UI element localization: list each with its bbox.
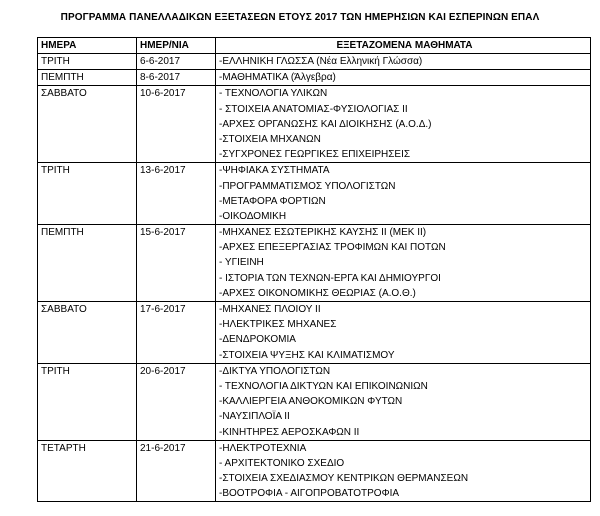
subject-item: -ΑΡΧΕΣ ΟΙΚΟΝΟΜΙΚΗΣ ΘΕΩΡΙΑΣ (Α.Ο.Θ.) <box>219 287 416 299</box>
table-row <box>38 54 591 70</box>
subjects-cell <box>216 302 591 364</box>
table-row <box>38 163 591 225</box>
subject-item: -ΕΛΛΗΝΙΚΗ ΓΛΩΣΣΑ (Νέα Ελληνική Γλώσσα) <box>219 56 423 67</box>
subject-item: - ΥΓΙΕΙΝΗ <box>219 257 264 269</box>
date-cell: 17-6-2017 <box>137 302 216 364</box>
subject-item: -ΨΗΦΙΑΚΑ ΣΥΣΤΗΜΑΤΑ <box>219 165 330 177</box>
subjects-cell <box>216 86 591 163</box>
subject-item: - ΤΕΧΝΟΛΟΓΙΑ ΥΛΙΚΩΝ <box>219 88 328 100</box>
subject-item: -ΜΑΘΗΜΑΤΙΚΑ (Άλγεβρα) <box>219 72 336 84</box>
day-cell: ΤΡΙΤΗ <box>38 363 137 440</box>
subject-item: -ΗΛΕΚΤΡΙΚΕΣ ΜΗΧΑΝΕΣ <box>219 319 337 331</box>
date-cell: 6-6-2017 <box>137 54 216 70</box>
subjects-cell <box>216 225 591 302</box>
document-title: ΠΡΟΓΡΑΜΜΑ ΠΑΝΕΛΛΑΔΙΚΩΝ ΕΞΕΤΑΣΕΩΝ ΕΤΟΥΣ 2017 ΤΩΝ ΗΜΕΡΗΣΙΩΝ ΚΑΙ ΕΣΠΕΡΙΝΩΝ ΕΠΑΛ <box>60 12 540 23</box>
subject-item: -ΑΡΧΕΣ ΟΡΓΑΝΩΣΗΣ ΚΑΙ ΔΙΟΙΚΗΣΗΣ (Α.Ο.Δ.) <box>219 118 432 130</box>
header-day: ΗΜΕΡΑ <box>38 38 137 54</box>
header-date: ΗΜΕΡ/ΝΙΑ <box>137 38 216 54</box>
subject-item: -ΜΕΤΑΦΟΡΑ ΦΟΡΤΙΩΝ <box>219 195 326 207</box>
subject-item: - ΑΡΧΙΤΕΚΤΟΝΙΚΟ ΣΧΕΔΙΟ <box>219 457 345 469</box>
table-row <box>38 440 591 502</box>
day-cell: ΠΕΜΠΤΗ <box>38 225 137 302</box>
subject-item: -ΜΗΧΑΝΕΣ ΕΣΩΤΕΡΙΚΗΣ ΚΑΥΣΗΣ ΙΙ (ΜΕΚ ΙΙ) <box>219 227 427 239</box>
subjects-cell <box>216 163 591 225</box>
subject-item: - ΤΕΧΝΟΛΟΓΙΑ ΔΙΚΤΥΩΝ ΚΑΙ ΕΠΙΚΟΙΝΩΝΙΩΝ <box>219 380 428 392</box>
header-subjects: ΕΞΕΤΑΖΟΜΕΝΑ ΜΑΘΗΜΑΤΑ <box>216 38 591 54</box>
day-cell: ΤΕΤΑΡΤΗ <box>38 440 137 502</box>
subject-item: -ΣΥΓΧΡΟΝΕΣ ΓΕΩΡΓΙΚΕΣ ΕΠΙΧΕΙΡΗΣΕΙΣ <box>219 149 411 161</box>
day-cell: ΤΡΙΤΗ <box>38 54 137 70</box>
subject-item: -ΠΡΟΓΡΑΜΜΑΤΙΣΜΟΣ ΥΠΟΛΟΓΙΣΤΩΝ <box>219 180 396 192</box>
table-body <box>38 54 591 502</box>
subject-item: -ΚΙΝΗΤΗΡΕΣ ΑΕΡΟΣΚΑΦΩΝ ΙΙ <box>219 426 360 438</box>
subject-item: - ΣΤΟΙΧΕΙΑ ΑΝΑΤΟΜΙΑΣ-ΦΥΣΙΟΛΟΓΙΑΣ ΙΙ <box>219 103 408 115</box>
subject-item: -ΜΗΧΑΝΕΣ ΠΛΟΙΟΥ ΙΙ <box>219 304 321 315</box>
subjects-cell <box>216 54 591 70</box>
date-cell: 10-6-2017 <box>137 86 216 163</box>
subject-item: -ΔΕΝΔΡΟΚΟΜΙΑ <box>219 334 296 346</box>
date-cell: 13-6-2017 <box>137 163 216 225</box>
subject-item: - ΙΣΤΟΡΙΑ ΤΩΝ ΤΕΧΝΩΝ-ΕΡΓΑ ΚΑΙ ΔΗΜΙΟΥΡΓΟΙ <box>219 272 441 284</box>
subject-item: -ΟΙΚΟΔΟΜΙΚΗ <box>219 210 287 222</box>
subject-item: -ΚΑΛΛΙΕΡΓΕΙΑ ΑΝΘΟΚΟΜΙΚΩΝ ΦΥΤΩΝ <box>219 396 403 408</box>
table-row <box>38 225 591 302</box>
subjects-cell <box>216 70 591 86</box>
subject-item: -ΣΤΟΙΧΕΙΑ ΣΧΕΔΙΑΣΜΟΥ ΚΕΝΤΡΙΚΩΝ ΘΕΡΜΑΝΣΕΩΝ <box>219 473 469 485</box>
date-cell: 21-6-2017 <box>137 440 216 502</box>
subjects-cell <box>216 363 591 440</box>
date-cell: 15-6-2017 <box>137 225 216 302</box>
day-cell: ΣΑΒΒΑΤΟ <box>38 86 137 163</box>
table-header-row <box>38 38 591 54</box>
date-cell: 20-6-2017 <box>137 363 216 440</box>
subject-item: -ΝΑΥΣΙΠΛΟΪΑ ΙΙ <box>219 411 290 423</box>
exam-schedule-table <box>37 37 591 502</box>
subject-item: -ΗΛΕΚΤΡΟΤΕΧΝΙΑ <box>219 442 307 454</box>
subjects-cell <box>216 440 591 502</box>
table-row <box>38 70 591 86</box>
table-row <box>38 363 591 440</box>
subject-item: -ΑΡΧΕΣ ΕΠΕΞΕΡΓΑΣΙΑΣ ΤΡΟΦΙΜΩΝ ΚΑΙ ΠΟΤΩΝ <box>219 242 446 254</box>
subject-item: -ΔΙΚΤΥΑ ΥΠΟΛΟΓΙΣΤΩΝ <box>219 365 331 377</box>
day-cell: ΣΑΒΒΑΤΟ <box>38 302 137 364</box>
subject-item: -ΣΤΟΙΧΕΙΑ ΨΥΞΗΣ ΚΑΙ ΚΛΙΜΑΤΙΣΜΟΥ <box>219 349 395 361</box>
subject-item: -ΒΟΟΤΡΟΦΙΑ - ΑΙΓΟΠΡΟΒΑΤΟΤΡΟΦΙΑ <box>219 488 400 500</box>
subject-item: -ΣΤΟΙΧΕΙΑ ΜΗΧΑΝΩΝ <box>219 133 321 145</box>
day-cell: ΠΕΜΠΤΗ <box>38 70 137 86</box>
table-row <box>38 302 591 364</box>
day-cell: ΤΡΙΤΗ <box>38 163 137 225</box>
table-row <box>38 86 591 163</box>
date-cell: 8-6-2017 <box>137 70 216 86</box>
